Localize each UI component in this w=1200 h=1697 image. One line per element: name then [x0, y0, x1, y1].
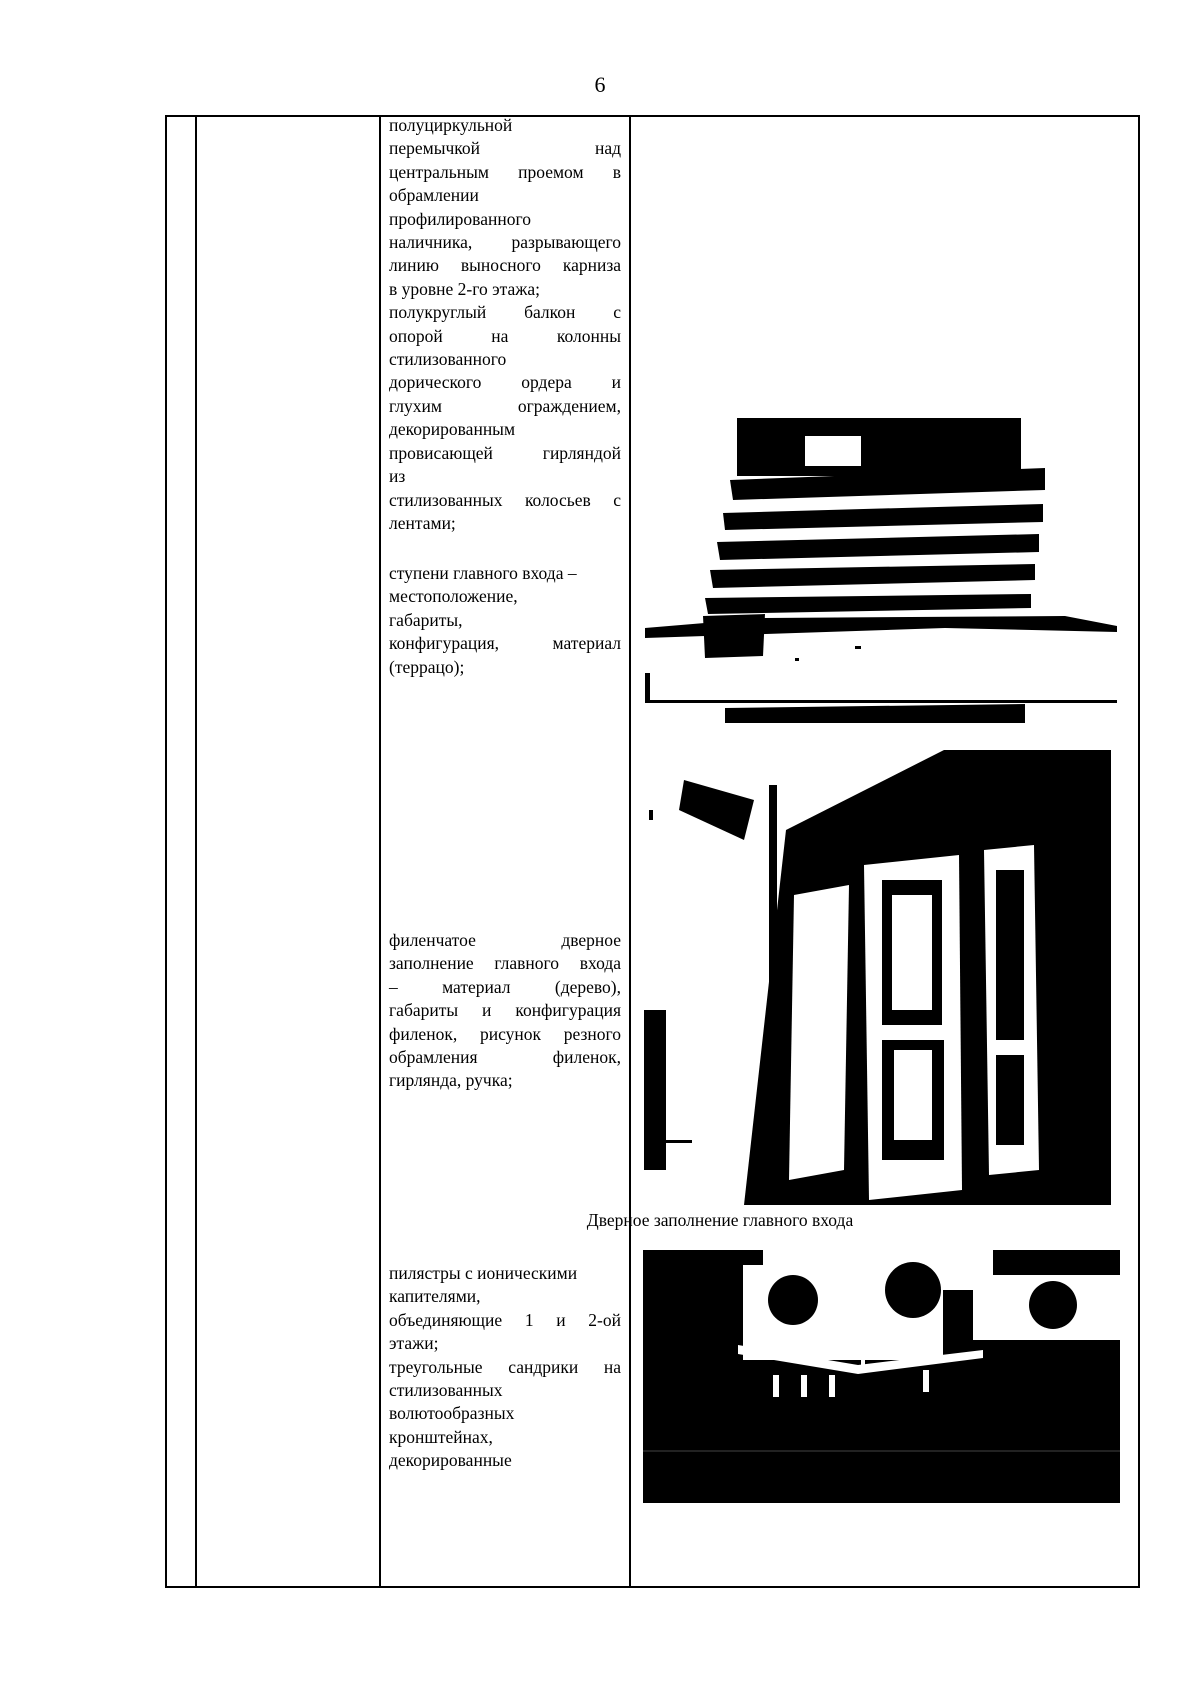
text-line: обрамления филенок, [389, 1047, 621, 1068]
text-line: объединяющие 1 и 2-ой [389, 1309, 621, 1330]
paragraph-entrance-arch-balcony [389, 114, 621, 535]
text-line: глухим ограждением, [389, 395, 621, 416]
door-photo-caption: Дверное заполнение главного входа [586, 1210, 854, 1230]
photo-entrance-door [644, 750, 1111, 1205]
text-line: провисающей гирляндой [389, 442, 621, 463]
text-line: стилизованных [389, 1380, 503, 1401]
text-line: линию выносного карниза [389, 255, 621, 276]
text-line: профилированного [389, 208, 531, 229]
photo-entrance-steps [645, 418, 1117, 723]
text-line: дорического ордера и [389, 372, 621, 393]
text-line: габариты и конфигурация [389, 1000, 621, 1021]
text-line: – материал (дерево), [389, 976, 621, 997]
text-line: ступени главного входа – [389, 563, 577, 583]
text-line: лентами; [389, 512, 456, 533]
text-line: волютообразных [389, 1403, 515, 1424]
text-line: полуциркульной [389, 115, 513, 135]
page-number: 6 [594, 72, 606, 97]
text-line: стилизованных колосьев с [389, 489, 621, 510]
text-line: кронштейнах, [389, 1426, 493, 1447]
column-divider [629, 117, 631, 1586]
text-line: декорированные [389, 1450, 512, 1471]
text-line: заполнение главного входа [389, 953, 621, 974]
text-line: стилизованного [389, 349, 507, 370]
text-line: полукруглый балкон с [389, 302, 621, 323]
paragraph-entrance-steps [389, 562, 621, 679]
text-line: филенок, рисунок резного [389, 1023, 621, 1044]
description-column [389, 117, 621, 1586]
text-line: капителями, [389, 1286, 481, 1307]
text-line: гирлянда, ручка; [389, 1070, 513, 1091]
text-line: центральным проемом в [389, 161, 621, 182]
text-line: (террацо); [389, 656, 465, 677]
column-divider [379, 117, 381, 1586]
text-line: обрамлении [389, 185, 479, 206]
text-line: местоположение, [389, 586, 518, 607]
text-line: наличника, разрывающего [389, 232, 621, 253]
text-line: габариты, [389, 609, 463, 630]
text-line: филенчатое дверное [389, 930, 621, 950]
text-line: декорированным [389, 419, 516, 440]
text-line: этажи; [389, 1333, 439, 1354]
text-line: в уровне 2-го этажа; [389, 278, 540, 299]
text-line: из [389, 466, 406, 487]
paragraph-entrance-door [389, 929, 621, 1093]
photo-building-street-view [643, 1250, 1120, 1503]
text-line: опорой на колонны [389, 325, 621, 346]
paragraph-pilasters-sandriks [389, 1262, 621, 1473]
text-line: конфигурация, материал [389, 633, 621, 654]
column-divider [195, 117, 197, 1586]
text-line: перемычкой над [389, 138, 621, 159]
text-line: треугольные сандрики на [389, 1356, 621, 1377]
text-line: пилястры с ионическими [389, 1263, 578, 1283]
